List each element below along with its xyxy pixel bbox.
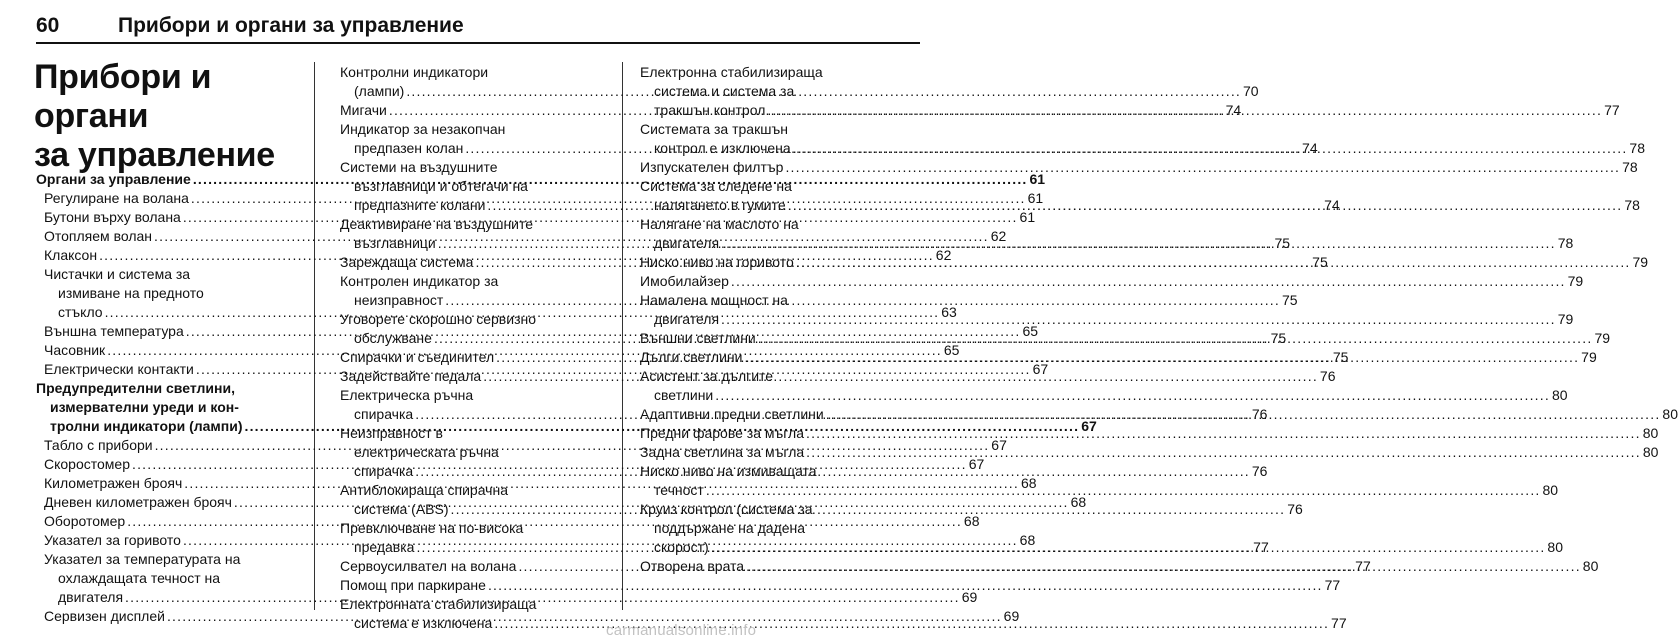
toc-entry-text: Табло с прибори xyxy=(44,437,153,453)
toc-page-number: 75 xyxy=(1274,235,1291,251)
dot-leader xyxy=(483,368,1318,384)
toc-entry-text: скорост) xyxy=(654,539,709,555)
toc-entry-text: Контролни индикатори xyxy=(340,64,489,80)
toc-entry-text: Зареждаща система xyxy=(340,254,474,270)
dot-leader xyxy=(806,444,1641,460)
toc-entry-text: спирачка xyxy=(354,406,414,422)
toc-page-number: 65 xyxy=(1022,323,1039,339)
toc-entry-text: Системи на въздушните xyxy=(340,159,498,175)
toc-entry-text: Електрическа ръчна xyxy=(340,387,474,403)
toc-entry-text: Деактивиране на въздушните xyxy=(340,216,534,232)
toc-entry-text: (лампи) xyxy=(354,83,405,99)
toc-page-number: 61 xyxy=(1029,171,1046,187)
dot-leader xyxy=(488,577,1323,593)
toc-entry-text: тролни индикатори (лампи) xyxy=(50,418,243,434)
toc-page-number: 78 xyxy=(1557,235,1574,251)
toc-entry-text: Отопляем волан xyxy=(44,228,153,244)
toc-entry-text: Външна температура xyxy=(44,323,184,339)
toc-page-number: 76 xyxy=(1251,406,1268,422)
toc-entry-text: възглавници и обтегачи на xyxy=(354,178,528,194)
dot-leader xyxy=(796,254,1631,270)
toc-page-number: 79 xyxy=(1567,273,1584,289)
toc-page-number: 68 xyxy=(1070,494,1087,510)
toc-page-number: 80 xyxy=(1551,387,1568,403)
toc-entry-text: охлаждащата течност на xyxy=(58,570,221,586)
toc-entry[interactable] xyxy=(632,272,1584,291)
toc-entry-text: Органи за управление xyxy=(36,171,191,187)
toc-entry-text: Скоростомер xyxy=(44,456,130,472)
toc-page-number: 67 xyxy=(968,456,985,472)
toc-entry-text: Ниско ниво на горивото xyxy=(640,254,794,270)
toc-entry-text: Предупредителни светлини, xyxy=(36,380,235,396)
toc-entry-text: Сервизен дисплей xyxy=(44,608,165,624)
toc-entry-text: измиване на предното xyxy=(58,285,204,301)
toc-entry-text: течност xyxy=(654,482,704,498)
toc-page-number: 75 xyxy=(1332,349,1349,365)
toc-page-number: 74 xyxy=(1225,102,1242,118)
toc-page-number: 69 xyxy=(1003,608,1020,624)
toc-entry-text: двигателя xyxy=(654,235,720,251)
toc-entry-line xyxy=(640,386,1568,405)
toc-page-number: 77 xyxy=(1604,102,1620,118)
toc-entry[interactable] xyxy=(332,576,1341,595)
toc-entry-text: неизправност xyxy=(354,292,444,308)
toc-entry-text: Задна светлина за мъгла xyxy=(640,444,805,460)
toc-page-number: 80 xyxy=(1547,539,1563,555)
toc-page-number: 62 xyxy=(990,228,1007,244)
toc-entry-line xyxy=(340,576,1341,595)
toc-page-number: 63 xyxy=(941,304,957,320)
running-title: Прибори и органи за управление xyxy=(118,14,464,37)
toc-page-number: 77 xyxy=(1324,577,1341,593)
toc-page-number: 65 xyxy=(943,342,960,358)
toc-entry-text: Превключване на по-висока xyxy=(340,520,524,536)
watermark: carmanualsonline.info xyxy=(606,622,757,639)
toc-page-number: 77 xyxy=(1355,558,1371,574)
page-number: 60 xyxy=(36,14,60,37)
toc-entry-text: Индикатор за незакопчан xyxy=(340,121,506,137)
toc-entry-text: Часовник xyxy=(44,342,106,358)
toc-entry-text: двигателя xyxy=(58,589,124,605)
toc-entry-text: Указател за температурата на xyxy=(44,551,241,567)
toc-entry-text: тракшън контрол xyxy=(654,102,766,118)
toc-page-number: 80 xyxy=(1662,406,1678,422)
toc-page-number: 80 xyxy=(1542,482,1559,498)
toc-entry-text: Уговорете скорошно сервизно xyxy=(340,311,536,327)
dot-leader xyxy=(758,330,1593,346)
toc-page-number: 79 xyxy=(1594,330,1611,346)
toc-page-number: 76 xyxy=(1287,501,1303,517)
toc-page-number: 75 xyxy=(1270,330,1287,346)
toc-entry-text: Дневен километражен брояч xyxy=(44,494,232,510)
toc-page-number: 79 xyxy=(1557,311,1574,327)
toc-entry[interactable] xyxy=(632,158,1638,177)
dot-leader xyxy=(788,197,1623,213)
toc-entry-text: система е изключена xyxy=(354,615,493,631)
dot-leader xyxy=(711,539,1546,555)
toc-entry-text: спирачка xyxy=(354,463,414,479)
toc-page-number: 67 xyxy=(1081,418,1097,434)
toc-entry-text: поддържане на дадена xyxy=(654,520,806,536)
toc-entry-text: Адаптивни предни светлини xyxy=(640,406,824,422)
toc-entry-text: възглавници xyxy=(354,235,436,251)
toc-entry-text: Системата за тракшън xyxy=(640,121,788,137)
toc-entry-text: Предни фарове за мъгла xyxy=(640,425,804,441)
toc-entry-text: контрол е изключена xyxy=(654,140,791,156)
toc-page-number: 77 xyxy=(1253,539,1269,555)
toc-entry-text: Намалена мощност на xyxy=(640,292,788,308)
toc-entry-text: Контролен индикатор за xyxy=(340,273,499,289)
dot-leader xyxy=(785,159,1620,175)
toc-page-number: 68 xyxy=(1020,475,1037,491)
dot-leader xyxy=(706,482,1541,498)
toc-entry-text: Круиз контрол (система за xyxy=(640,501,813,517)
chapter-title xyxy=(34,58,304,175)
toc-page-number: 80 xyxy=(1582,558,1599,574)
toc-page-number: 78 xyxy=(1629,140,1645,156)
toc-entry-text: Електронна стабилизираща xyxy=(640,64,823,80)
header-rule xyxy=(36,42,920,44)
toc-entry-text: обслужване xyxy=(354,330,432,346)
toc-entry-text: система и система за xyxy=(654,83,795,99)
toc-entry-text: Оборотомер xyxy=(44,513,126,529)
toc-entry-text: Електронната стабилизираща xyxy=(340,596,537,612)
toc-page-number: 70 xyxy=(1243,83,1259,99)
dot-leader xyxy=(746,558,1581,574)
toc-page-number: 68 xyxy=(1019,532,1036,548)
toc-entry-text: Регулиране на волана xyxy=(44,190,189,206)
toc-page-number: 78 xyxy=(1624,197,1640,213)
toc-entry-text: стъкло xyxy=(58,304,103,320)
toc-page-number: 67 xyxy=(1032,361,1049,377)
dot-leader xyxy=(826,406,1661,422)
dot-leader xyxy=(767,102,1602,118)
toc-page-number: 62 xyxy=(935,247,952,263)
toc-page-number: 74 xyxy=(1324,197,1340,213)
toc-page-number: 80 xyxy=(1642,444,1659,460)
toc-entry-text: измервателни уреди и кон- xyxy=(50,399,239,415)
toc-page-number: 76 xyxy=(1319,368,1336,384)
toc-entry-text: Антиблокираща спирачна xyxy=(340,482,508,498)
toc-entry-text: Указател за горивото xyxy=(44,532,181,548)
toc-entry-text: система (ABS) xyxy=(354,501,449,517)
toc-page-number: 69 xyxy=(961,589,978,605)
dot-leader xyxy=(721,311,1556,327)
toc-entry-text: Външни светлини xyxy=(640,330,756,346)
toc-entry-text: Изпускателен филтър xyxy=(640,159,784,175)
toc-entry-text: Клаксон xyxy=(44,247,98,263)
toc-entry-text: Ниско ниво на измиващата xyxy=(640,463,817,479)
toc-page-number: 67 xyxy=(991,437,1007,453)
toc-page-number: 61 xyxy=(1019,209,1036,225)
toc-page-number: 80 xyxy=(1642,425,1659,441)
toc-entry-text: Отворена врата xyxy=(640,558,745,574)
toc-entry-text: Дълги светлини xyxy=(640,349,743,365)
page-header xyxy=(36,10,920,40)
toc-entry-text: Електрически контакти xyxy=(44,361,194,377)
dot-leader xyxy=(793,140,1628,156)
toc-page-number: 77 xyxy=(1331,615,1347,631)
toc-entry-text: Налягане на маслото на xyxy=(640,216,799,232)
toc-entry-text: Спирачки и съединител xyxy=(340,349,495,365)
dot-leader xyxy=(731,273,1566,289)
toc-page-number: 68 xyxy=(963,513,980,529)
dot-leader xyxy=(806,425,1641,441)
toc-entry-text: Помощ при паркиране xyxy=(340,577,486,593)
toc-entry-text: Бутони върху волана xyxy=(44,209,181,225)
toc-entry-text: Мигачи xyxy=(340,102,387,118)
toc-entry-text: налягането в гумите xyxy=(654,197,786,213)
toc-page-number: 79 xyxy=(1632,254,1649,270)
toc-page-number: 74 xyxy=(1302,140,1318,156)
toc-page-number: 76 xyxy=(1251,463,1268,479)
toc-page-number: 75 xyxy=(1281,292,1298,308)
toc-page-number: 79 xyxy=(1581,349,1597,365)
toc-entry-text: Система за следене на xyxy=(640,178,792,194)
toc-entry-text: предавка xyxy=(354,539,415,555)
toc-entry-text: Километражен брояч xyxy=(44,475,183,491)
toc-page-number: 78 xyxy=(1622,159,1638,175)
toc-entry-text: Имобилайзер xyxy=(640,273,729,289)
toc-entry-text: Неизправност в xyxy=(340,425,443,441)
toc-entry-line xyxy=(640,272,1584,291)
toc-entry-text: Сервоусилвател на волана xyxy=(340,558,517,574)
dot-leader xyxy=(715,387,1550,403)
toc-entry-text: Чистачки и система за xyxy=(44,266,191,282)
toc-entry-text: предпазните колани xyxy=(354,197,486,213)
toc-entry-text: предпазен колан xyxy=(354,140,464,156)
toc-entry-text: Задействайте педала xyxy=(340,368,482,384)
toc-page-number: 75 xyxy=(1312,254,1328,270)
toc-entry-line xyxy=(640,158,1638,177)
dot-leader xyxy=(721,235,1556,251)
toc-page-number: 61 xyxy=(1027,190,1044,206)
chapter-title-line: Прибори и органи xyxy=(34,58,212,135)
dot-leader xyxy=(744,349,1579,365)
toc-entry-text: Асистент за дългите xyxy=(640,368,774,384)
toc-entry-text: светлини xyxy=(654,387,714,403)
chapter-title-line: за управление xyxy=(34,136,275,174)
toc-entry-text: електрическата ръчна xyxy=(354,444,499,460)
toc-entry-text: двигателя xyxy=(654,311,720,327)
